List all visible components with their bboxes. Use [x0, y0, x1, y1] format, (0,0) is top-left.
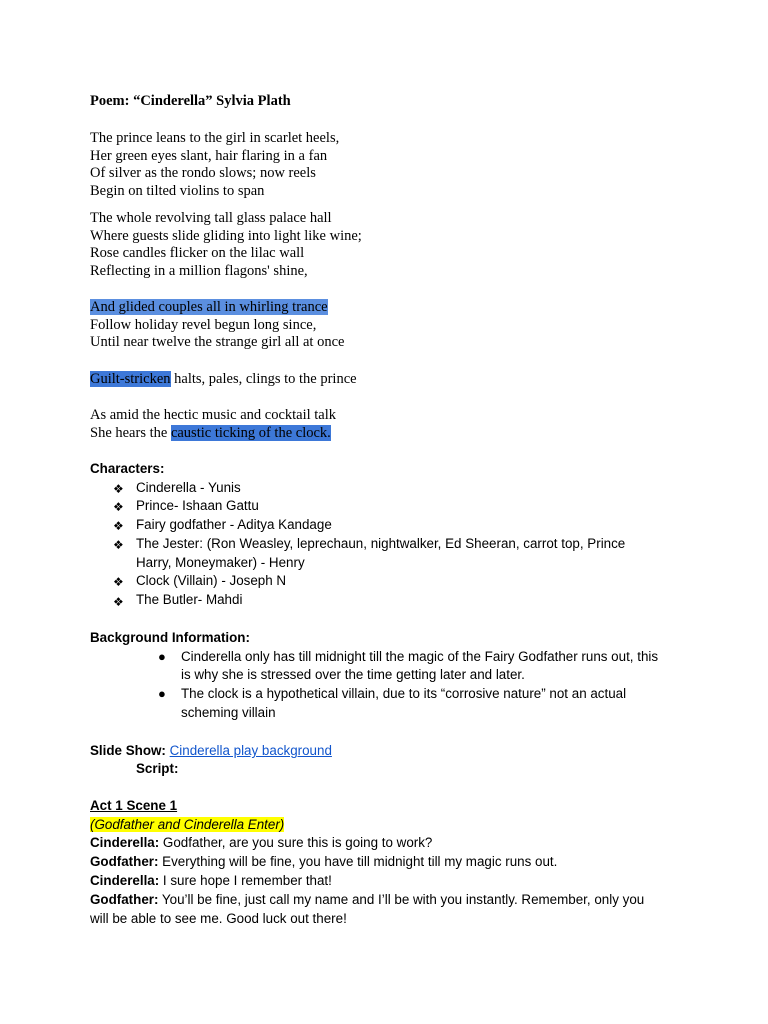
list-item: Fairy godfather - Aditya Kandage: [136, 517, 332, 532]
poem-line: Begin on tilted violins to span: [90, 183, 265, 199]
poem-line: Rose candles flicker on the lilac wall: [90, 245, 305, 261]
highlighted-phrase: caustic ticking of the clock: [170, 425, 328, 441]
script-line-continued: will be able to see me. Good luck out there!: [90, 911, 347, 926]
background-heading: Background Information:: [90, 630, 250, 645]
poem-line: [90, 371, 357, 389]
poem-text: .: [327, 425, 331, 441]
script-line: [90, 834, 432, 853]
dialogue-text: You’ll be fine, just call my name and I’ll be with you instantly. Remember, only you: [158, 892, 645, 907]
bullet-icon: ●: [158, 649, 166, 664]
highlighted-word: Guilt-stricken: [90, 371, 171, 387]
dialogue-text: I sure hope I remember that!: [159, 873, 332, 888]
highlighted-poem-line: And glided couples all in whirling trance: [90, 299, 328, 315]
poem-text: halts, pales, clings to the prince: [170, 371, 357, 387]
dialogue-text: Everything will be fine, you have till midnight till my magic runs out.: [158, 854, 558, 869]
diamond-bullet-icon: ❖: [113, 482, 124, 496]
diamond-bullet-icon: ❖: [113, 595, 124, 609]
poem-line: The prince leans to the girl in scarlet heels,: [90, 130, 340, 146]
list-item: The Jester: (Ron Weasley, leprechaun, nightwalker, Ed Sheeran, carrot top, Prince: [136, 536, 626, 551]
diamond-bullet-icon: ❖: [113, 519, 124, 533]
list-item-continued: Harry, Moneymaker) - Henry: [136, 555, 305, 570]
list-item: The clock is a hypothetical villain, due to its “corrosive nature” not an actual: [181, 686, 627, 701]
stage-direction: (Godfather and Cinderella Enter): [90, 817, 285, 832]
dialogue-text: Godfather, are you sure this is going to work?: [159, 835, 433, 850]
poem-line: Until near twelve the strange girl all at once: [90, 334, 345, 350]
script-line: [90, 891, 644, 910]
poem-line: Of silver as the rondo slows; now reels: [90, 165, 316, 181]
poem-line: Her green eyes slant, hair flaring in a fan: [90, 148, 328, 164]
list-item: Prince- Ishaan Gattu: [136, 498, 259, 513]
poem-line: Where guests slide gliding into light like wine;: [90, 228, 362, 244]
speaker-name: Godfather:: [90, 892, 159, 907]
script-label: Script:: [136, 761, 179, 776]
diamond-bullet-icon: ❖: [113, 575, 124, 589]
poem-line: As amid the hectic music and cocktail talk: [90, 407, 337, 423]
list-item-continued: scheming villain: [181, 705, 276, 720]
script-line: [90, 872, 332, 891]
poem-line: [90, 425, 331, 443]
speaker-name: Godfather:: [90, 854, 159, 869]
diamond-bullet-icon: ❖: [113, 538, 124, 552]
slideshow-label: Slide Show:: [90, 743, 166, 758]
list-item: Cinderella only has till midnight till the magic of the Fairy Godfather runs out, this: [181, 649, 659, 664]
bullet-icon: ●: [158, 686, 166, 701]
list-item: Clock (Villain) - Joseph N: [136, 573, 287, 588]
slideshow-line: [90, 742, 332, 761]
poem-text: She hears the: [90, 425, 171, 441]
speaker-name: Cinderella:: [90, 835, 160, 850]
script-line: [90, 853, 557, 872]
list-item: Cinderella - Yunis: [136, 480, 241, 495]
poem-line: The whole revolving tall glass palace hall: [90, 210, 332, 226]
diamond-bullet-icon: ❖: [113, 500, 124, 514]
slideshow-link[interactable]: Cinderella play background: [169, 743, 332, 758]
act-heading: Act 1 Scene 1: [90, 798, 178, 813]
poem-line: Reflecting in a million flagons' shine,: [90, 263, 308, 279]
list-item: The Butler- Mahdi: [136, 592, 243, 607]
poem-line: Follow holiday revel begun long since,: [90, 317, 317, 333]
list-item-continued: is why she is stressed over the time getting later and later.: [181, 667, 525, 682]
speaker-name: Cinderella:: [90, 873, 160, 888]
characters-heading: Characters:: [90, 461, 165, 476]
page-title: Poem: “Cinderella” Sylvia Plath: [90, 93, 291, 109]
